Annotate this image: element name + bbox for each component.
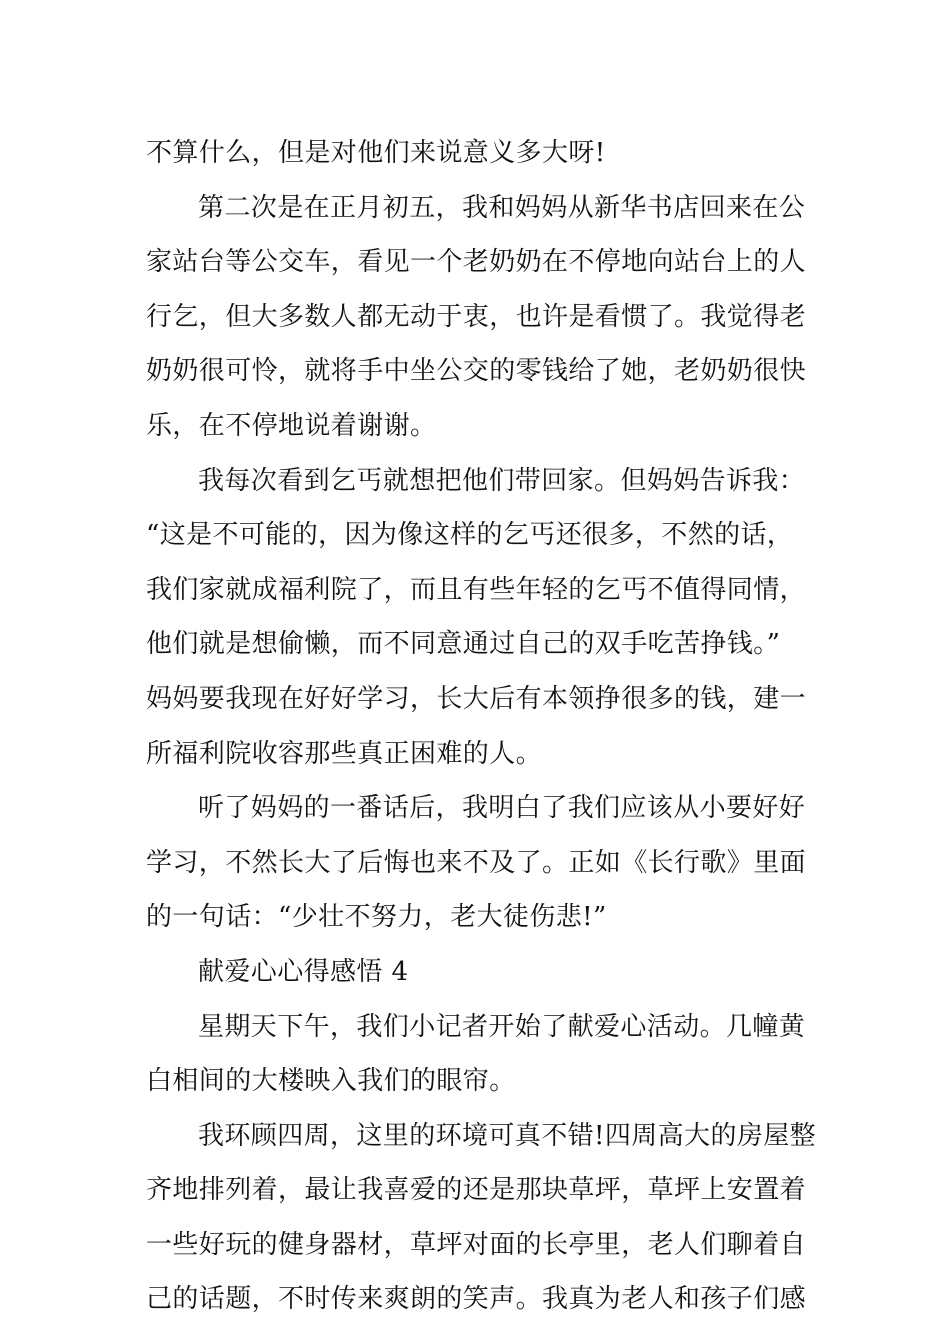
paragraph-start-line: 第二次是在正月初五，我和妈妈从新华书店回来在公 xyxy=(198,192,806,223)
text-line: 家站台等公交车，看见一个老奶奶在不停地向站台上的人 xyxy=(146,247,807,278)
paragraph-start-line: 我每次看到乞丐就想把他们带回家。但妈妈告诉我： xyxy=(198,465,806,496)
paragraph-start-line: 听了妈妈的一番话后，我明白了我们应该从小要好好 xyxy=(198,793,806,824)
text-line: 所福利院收容那些真正困难的人。 xyxy=(146,738,543,769)
paragraph-start-line: 星期天下午，我们小记者开始了献爱心活动。几幢黄 xyxy=(198,1011,806,1042)
text-line: 学习，不然长大了后悔也来不及了。正如《长行歌》里面 xyxy=(146,847,807,878)
text-line: 的一句话：“少壮不努力，老大徒伤悲!” xyxy=(146,902,607,933)
paragraph-start-line: 我环顾四周，这里的环境可真不错!四周高大的房屋整 xyxy=(198,1120,817,1151)
text-line: “这是不可能的，因为像这样的乞丐还很多，不然的话， xyxy=(146,520,794,551)
text-line: 一些好玩的健身器材，草坪对面的长亭里，老人们聊着自 xyxy=(146,1229,807,1260)
document-body xyxy=(146,126,816,1327)
text-line: 他们就是想偷懒，而不同意通过自己的双手吃苦挣钱。” xyxy=(146,629,781,660)
text-line: 行乞，但大多数人都无动于衷，也许是看惯了。我觉得老 xyxy=(146,301,807,332)
text-line: 妈妈要我现在好好学习，长大后有本领挣很多的钱，建一 xyxy=(146,683,807,714)
text-line: 白相间的大楼映入我们的眼帘。 xyxy=(146,1066,516,1097)
section-heading: 献爱心心得感悟 4 xyxy=(198,956,409,987)
text-line: 奶奶很可怜，就将手中坐公交的零钱给了她，老奶奶很快 xyxy=(146,356,807,387)
text-line: 乐，在不停地说着谢谢。 xyxy=(146,410,437,441)
text-line: 我们家就成福利院了，而且有些年轻的乞丐不值得同情， xyxy=(146,574,807,605)
text-line: 不算什么，但是对他们来说意义多大呀! xyxy=(146,138,606,168)
text-line: 齐地排列着，最让我喜爱的还是那块草坪，草坪上安置着 xyxy=(146,1175,807,1206)
text-line: 己的话题，不时传来爽朗的笑声。我真为老人和孩子们感 xyxy=(146,1284,807,1315)
